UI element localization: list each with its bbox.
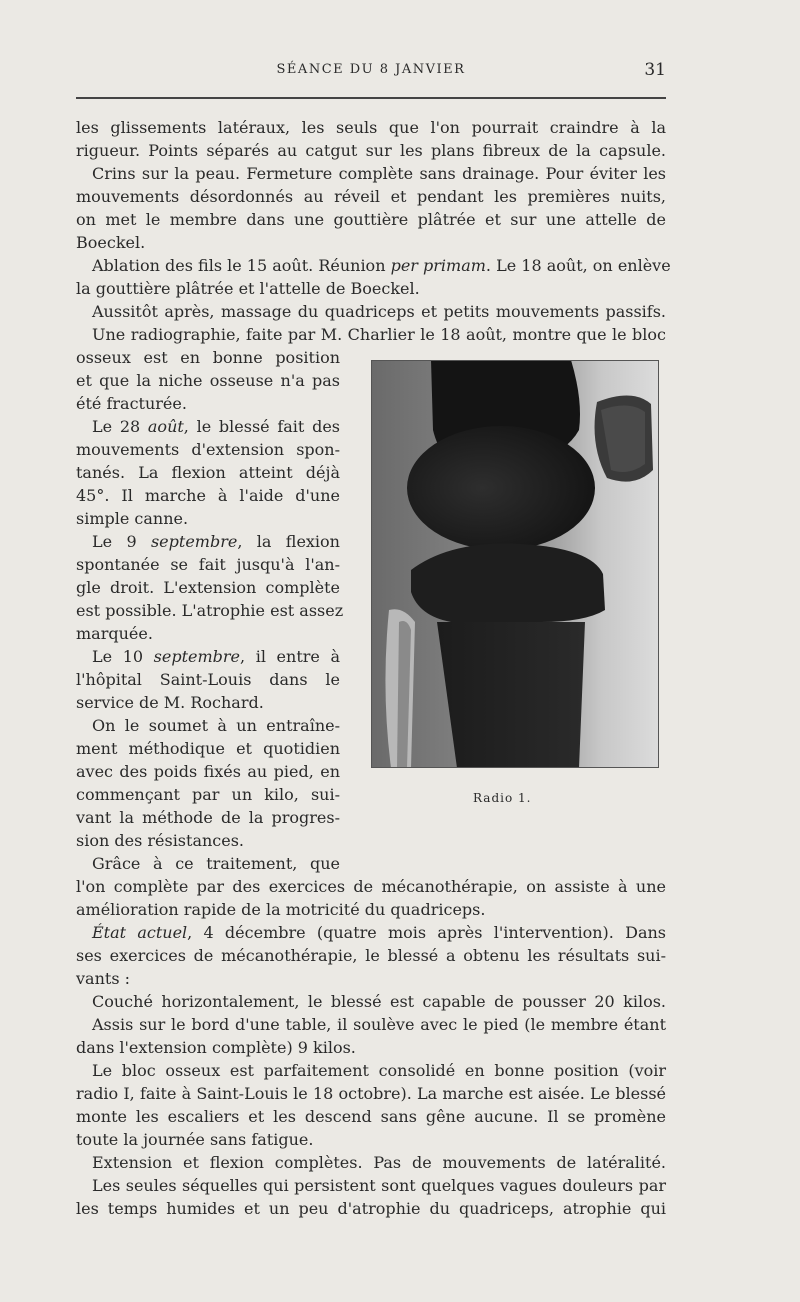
text-span: Le 9 <box>92 532 151 551</box>
header-rule <box>76 97 666 99</box>
text-line: vants : <box>76 969 130 988</box>
text-span: . Le 18 août, on enlève <box>485 256 671 275</box>
text-span: , la flexion <box>237 532 340 551</box>
text-span: Le 28 <box>92 417 148 436</box>
text-line: spontanée se fait jusqu'à l'an- <box>76 555 340 574</box>
italic-span: État actuel <box>92 923 188 942</box>
text-line: est possible. L'atrophie est assez <box>76 601 344 620</box>
text-line: l'on complète par des exercices de mécanothérapie, on assiste à une <box>76 877 666 896</box>
text-line: simple canne. <box>76 509 189 528</box>
text-line <box>76 530 340 553</box>
text-line: mouvements désordonnés au réveil et pendant les premières nuits, <box>76 187 666 206</box>
italic-span: septembre <box>153 647 241 666</box>
text-line: les temps humides et un peu d'atrophie du quadriceps, atrophie qui <box>76 1199 666 1218</box>
text-line: la gouttière plâtrée et l'attelle de Boeckel. <box>76 279 420 298</box>
knee-radiograph-figure <box>371 360 659 768</box>
italic-span: septembre <box>150 532 238 551</box>
text-line: radio I, faite à Saint-Louis le 18 octobre). La marche est aisée. Le blessé <box>76 1084 666 1103</box>
text-span: , le blessé fait des <box>183 417 340 436</box>
text-line: ses exercices de mécanothérapie, le blessé a obtenu les résultats sui- <box>76 946 666 965</box>
italic-span: août <box>147 417 184 436</box>
text-line: Grâce à ce traitement, que <box>92 854 340 873</box>
text-line: service de M. Rochard. <box>76 693 264 712</box>
text-line: monte les escaliers et les descend sans gêne aucune. Il se promène <box>76 1107 666 1126</box>
text-line: Les seules séquelles qui persistent sont quelques vagues douleurs par <box>92 1176 666 1195</box>
text-line: on met le membre dans une gouttière plâtrée et sur une attelle de <box>76 210 666 229</box>
italic-span: per primam <box>390 256 486 275</box>
text-line: dans l'extension complète) 9 kilos. <box>76 1038 356 1057</box>
text-span: Le 10 <box>92 647 154 666</box>
text-line: osseux est en bonne position <box>76 348 340 367</box>
text-line: tanés. La flexion atteint déjà <box>76 463 340 482</box>
text-line: vant la méthode de la progres- <box>76 808 340 827</box>
text-line: rigueur. Points séparés au catgut sur les plans fibreux de la capsule. <box>76 141 666 160</box>
text-line: Extension et flexion complètes. Pas de mouvements de latéralité. <box>92 1153 666 1172</box>
text-span: , 4 décembre (quatre mois après l'intervention). Dans <box>187 923 666 942</box>
text-line: l'hôpital Saint-Louis dans le <box>76 670 340 689</box>
text-line <box>76 645 340 668</box>
text-line: Boeckel. <box>76 233 146 252</box>
text-line <box>76 415 340 438</box>
text-line: sion des résistances. <box>76 831 245 850</box>
running-title: SÉANCE DU 8 JANVIER <box>276 62 466 77</box>
page-number: 31 <box>644 60 666 80</box>
text-line: toute la journée sans fatigue. <box>76 1130 314 1149</box>
text-line: commençant par un kilo, sui- <box>76 785 340 804</box>
figure-caption: Radio 1. <box>473 791 532 805</box>
text-line <box>76 921 666 944</box>
text-span: Ablation des fils le 15 août. Réunion <box>92 256 391 275</box>
text-line: gle droit. L'extension complète <box>76 578 340 597</box>
text-line: marquée. <box>76 624 153 643</box>
radiograph-image <box>371 360 659 768</box>
text-line: les glissements latéraux, les seuls que l'on pourrait craindre à la <box>76 118 666 137</box>
text-line: et que la niche osseuse n'a pas <box>76 371 340 390</box>
text-line: mouvements d'extension spon- <box>76 440 340 459</box>
text-line: Couché horizontalement, le blessé est capable de pousser 20 kilos. <box>92 992 666 1011</box>
text-line: 45°. Il marche à l'aide d'une <box>76 486 340 505</box>
text-line: avec des poids fixés au pied, en <box>76 762 340 781</box>
text-line: amélioration rapide de la motricité du quadriceps. <box>76 900 486 919</box>
text-line: ment méthodique et quotidien <box>76 739 340 758</box>
text-line: On le soumet à un entraîne- <box>92 716 340 735</box>
text-line: Crins sur la peau. Fermeture complète sans drainage. Pour éviter les <box>92 164 666 183</box>
text-line: Aussitôt après, massage du quadriceps et petits mouvements passifs. <box>92 302 666 321</box>
text-line: été fracturée. <box>76 394 187 413</box>
text-line: Le bloc osseux est parfaitement consolidé en bonne position (voir <box>92 1061 666 1080</box>
text-line: Une radiographie, faite par M. Charlier le 18 août, montre que le bloc <box>92 325 666 344</box>
text-span: , il entre à <box>240 647 340 666</box>
text-line <box>76 254 671 277</box>
page-header <box>76 60 666 86</box>
text-line: Assis sur le bord d'une table, il soulève avec le pied (le membre étant <box>92 1015 666 1034</box>
